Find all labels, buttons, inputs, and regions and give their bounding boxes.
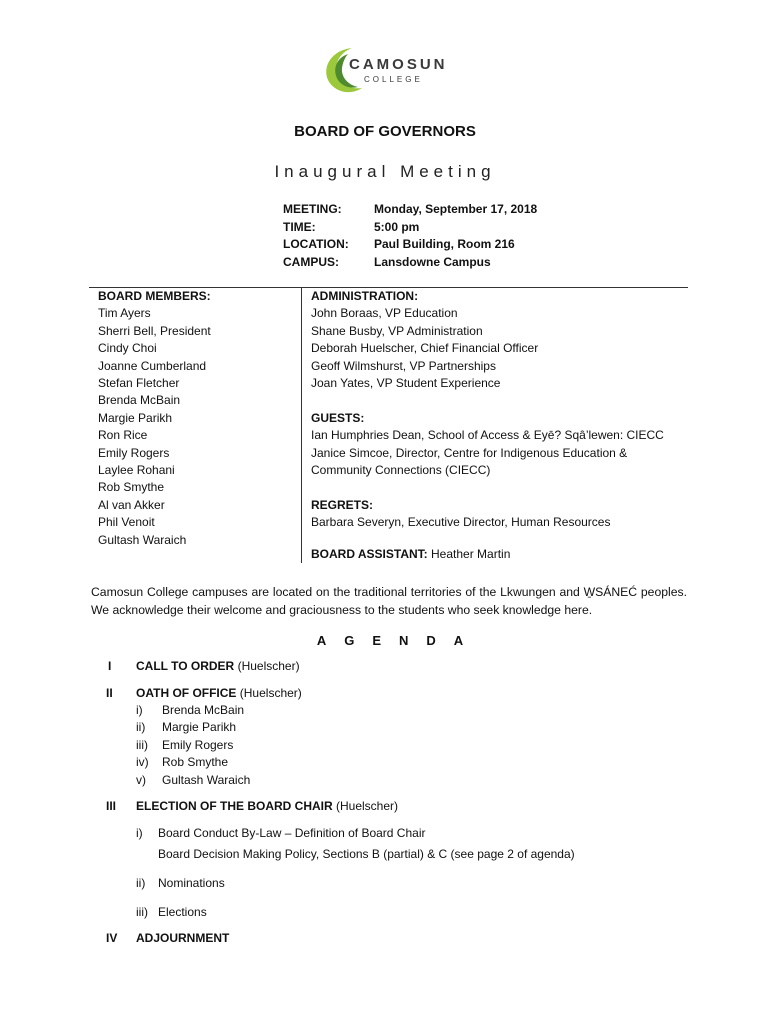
meeting-label: CAMPUS:	[283, 254, 339, 269]
subitem-text: Nominations	[158, 876, 225, 890]
agenda-item-note: (Huelscher)	[234, 659, 300, 673]
meeting-value: Lansdowne Campus	[374, 254, 491, 269]
subitem-number: i)	[136, 703, 143, 717]
board-members-heading: BOARD MEMBERS:	[98, 289, 211, 303]
agenda-item-number: IV	[106, 931, 118, 945]
meeting-value: 5:00 pm	[374, 219, 420, 234]
agenda-item-number: II	[106, 686, 113, 700]
meeting-label: LOCATION:	[283, 237, 349, 251]
agenda-item	[136, 799, 398, 813]
guest-line: Ian Humphries Dean, School of Access & Eyē? Sqâ’lewen: CIECC	[311, 428, 664, 443]
agenda-item-title: OATH OF OFFICE	[136, 686, 237, 700]
board-member: Margie Parikh	[98, 410, 173, 425]
column-divider	[301, 287, 302, 563]
agenda-item-title: CALL TO ORDER	[136, 659, 235, 673]
land-acknowledgement: Camosun College campuses are located on the traditional territories of the Lkwungen and W̱SÁNEĆ peoples. We acknowledge their welcome and graciousness to the students who seek knowledge here.	[91, 585, 687, 617]
oath-subitem	[136, 720, 236, 734]
regrets-heading: REGRETS:	[311, 497, 374, 512]
agenda-item-note: (Huelscher)	[236, 686, 302, 700]
election-subitem	[136, 826, 425, 840]
subitem-number: ii)	[136, 720, 146, 734]
subitem-text: Rob Smythe	[162, 755, 229, 769]
election-subitem	[136, 905, 207, 919]
subitem-number: iv)	[136, 755, 149, 769]
guests-heading: GUESTS:	[311, 410, 365, 425]
oath-subitem	[136, 755, 228, 769]
administrator: Joan Yates, VP Student Experience	[311, 376, 501, 391]
agenda-item-title: ELECTION OF THE BOARD CHAIR	[136, 799, 333, 813]
meeting-row-location	[283, 236, 537, 254]
administrator: Deborah Huelscher, Chief Financial Officer	[311, 341, 539, 356]
board-member: Ron Rice	[98, 428, 148, 443]
board-assistant	[311, 547, 510, 561]
administrator: John Boraas, VP Education	[311, 306, 458, 321]
agenda-item	[136, 931, 229, 945]
board-member: Tim Ayers	[98, 306, 151, 321]
meeting-label: MEETING:	[283, 202, 342, 216]
board-assistant-label: BOARD ASSISTANT:	[311, 547, 428, 561]
meeting-row-date	[283, 201, 537, 219]
board-member: Rob Smythe	[98, 480, 165, 495]
agenda-item-title: ADJOURNMENT	[136, 931, 230, 945]
subitem-number: i)	[136, 826, 143, 840]
agenda-heading: AGENDA	[316, 633, 482, 648]
agenda-item	[136, 686, 302, 700]
meeting-label: TIME:	[283, 219, 316, 234]
logo-wordmark: CAMOSUN	[349, 56, 448, 73]
subitem-text: Elections	[158, 905, 207, 919]
board-member: Cindy Choi	[98, 341, 157, 356]
agenda-item-number: III	[106, 799, 117, 813]
oath-subitem	[136, 738, 233, 752]
election-subitem-continued: Board Decision Making Policy, Sections B (partial) & C (see page 2 of agenda)	[158, 847, 575, 861]
subitem-number: v)	[136, 773, 146, 787]
agenda-item	[136, 659, 300, 673]
board-member: Laylee Rohani	[98, 463, 175, 478]
election-subitem	[136, 876, 225, 890]
logo-subtitle: COLLEGE	[364, 75, 423, 84]
board-members-list	[98, 288, 211, 549]
camosun-logo	[322, 44, 452, 96]
staff-and-guests	[311, 288, 664, 532]
meeting-value: Paul Building, Room 216	[374, 237, 515, 251]
board-member: Joanne Cumberland	[98, 358, 207, 373]
subitem-number: iii)	[136, 905, 148, 919]
page-title: BOARD OF GOVERNORS	[294, 123, 476, 140]
subitem-text: Brenda McBain	[162, 703, 245, 717]
oath-subitem	[136, 703, 244, 717]
board-member: Stefan Fletcher	[98, 376, 180, 391]
meeting-details	[283, 201, 537, 271]
board-assistant-name: Heather Martin	[431, 547, 511, 561]
board-member: Sherri Bell, President	[98, 323, 211, 338]
subitem-text: Margie Parikh	[162, 720, 237, 734]
subitem-text: Gultash Waraich	[162, 773, 251, 787]
meeting-row-time	[283, 219, 537, 237]
regrets-line: Barbara Severyn, Executive Director, Human Resources	[311, 515, 611, 530]
guest-line: Community Connections (CIECC)	[311, 463, 491, 478]
page-subtitle: Inaugural Meeting	[274, 162, 496, 181]
board-member: Brenda McBain	[98, 393, 181, 408]
agenda-item-number: I	[108, 659, 112, 673]
board-member: Phil Venoit	[98, 515, 155, 530]
administrator: Shane Busby, VP Administration	[311, 323, 483, 338]
administrator: Geoff Wilmshurst, VP Partnerships	[311, 358, 496, 373]
guest-line: Janice Simcoe, Director, Centre for Indigenous Education &	[311, 445, 628, 460]
board-member: Gultash Waraich	[98, 532, 187, 547]
board-member: Emily Rogers	[98, 445, 170, 460]
subitem-text: Board Conduct By-Law – Definition of Board Chair	[158, 826, 426, 840]
meeting-value: Monday, September 17, 2018	[374, 202, 538, 216]
oath-subitem	[136, 773, 250, 787]
subitem-number: iii)	[136, 738, 148, 752]
administration-heading: ADMINISTRATION:	[311, 289, 419, 303]
board-member: Al van Akker	[98, 497, 165, 512]
subitem-number: ii)	[136, 876, 146, 890]
agenda-item-note: (Huelscher)	[332, 799, 399, 813]
subitem-text: Emily Rogers	[162, 738, 234, 752]
meeting-row-campus	[283, 254, 537, 272]
